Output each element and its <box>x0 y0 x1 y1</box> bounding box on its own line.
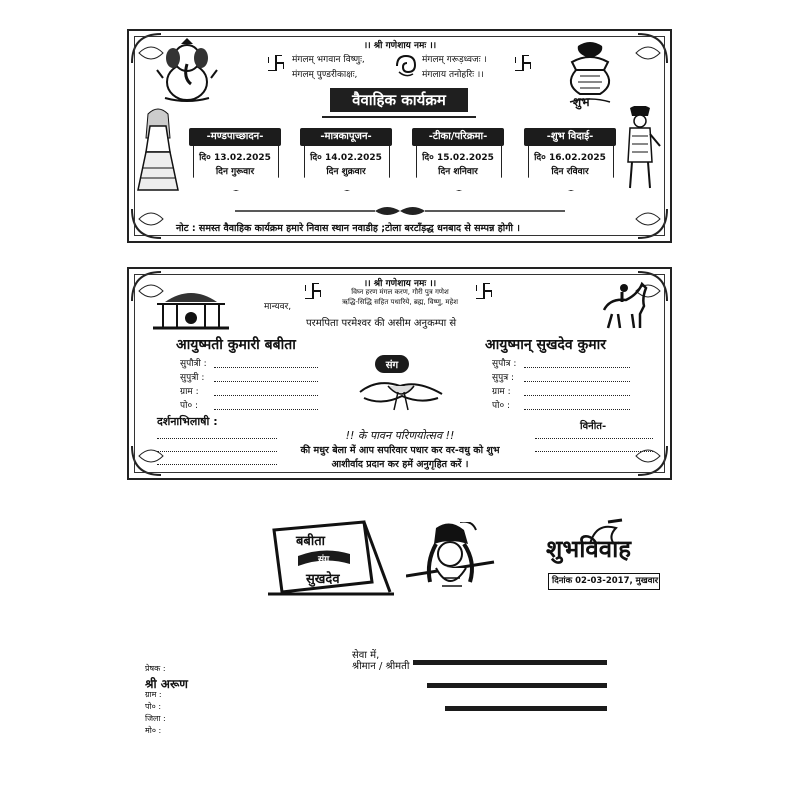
swastika-icon <box>305 283 321 299</box>
mantra-right-1: मंगलम् गरूड़ध्वजः । <box>422 55 487 65</box>
shubh-label: शुभ <box>573 95 590 109</box>
card2-invocation: ।। श्री गणेशाय नमः ।। <box>363 279 437 289</box>
mantra-left-2: मंगलम् पुण्डरीकाक्षः, <box>292 70 358 80</box>
event-name: -टीका/परिक्रमा- <box>412 128 504 146</box>
event-banner <box>300 128 392 190</box>
emblem-groom-name: सुखदेव <box>306 572 340 587</box>
schedule-note: नोट : समस्त वैवाहिक कार्यक्रम हमारे निवास स्थान नवाडीह ;टोला बरटाँड़द्ध धनबाद से सम्पन्न होगी । <box>176 223 520 234</box>
sender-gram: ग्राम : <box>145 690 162 699</box>
bride-field-line <box>214 367 318 368</box>
occasion-line: !! के पावन परिणयोत्सव !! <box>345 429 455 442</box>
mantra-left-1: मंगलम् भगवान विष्णुः, <box>292 55 365 65</box>
darshan-line <box>157 438 277 439</box>
sang-label: संग <box>385 360 399 371</box>
event-name: -शुभ विदाई- <box>524 128 616 146</box>
groom-figure-icon <box>618 106 662 190</box>
shloka-line-1: विघ्न हरण मंगल करण, गौरी पुत्र गणेश <box>351 288 449 296</box>
groom-field-line <box>524 395 630 396</box>
emblem-bride-name: बबीता <box>296 534 325 549</box>
event-date: दि० 16.02.2025 <box>534 153 606 163</box>
groom-name: आयुष्मान् सुखदेव कुमार <box>485 337 606 353</box>
groom-field-line <box>524 367 630 368</box>
groom-field-label: ग्राम : <box>492 387 511 397</box>
bride-name: आयुष्मती कुमारी बबीता <box>176 337 296 353</box>
salutation: मान्यवर, <box>264 302 292 312</box>
ganesha-icon <box>155 38 219 104</box>
schedule-title: वैवाहिक कार्यक्रम <box>330 88 468 112</box>
seva-me: सेवा में, <box>352 650 380 661</box>
sender-po: पो० : <box>145 702 162 711</box>
groom-field-label: सुपौत्र : <box>492 359 517 369</box>
event-day: दिन रविवार <box>551 167 589 177</box>
joined-hands-icon <box>358 372 444 412</box>
event-date: दि० 14.02.2025 <box>310 153 382 163</box>
sender-mo: मो० : <box>145 726 162 735</box>
ganesh-symbol-icon <box>393 52 419 78</box>
vineet-label: विनीत- <box>580 421 607 432</box>
divider-ornament <box>235 205 565 217</box>
mandap-icon <box>153 288 229 332</box>
groom-field-label: सुपुत्र : <box>492 373 515 383</box>
groom-field-line <box>524 409 630 410</box>
sender-label: प्रेषक : <box>145 664 166 673</box>
swastika-icon <box>268 55 284 71</box>
shloka-line-2: ऋद्धि-सिद्धि सहित पधारिये, ब्रह्म, विष्णु, महेश <box>341 298 459 306</box>
kalash-icon <box>560 40 620 110</box>
event-day: दिन शनिवार <box>438 167 478 177</box>
event-day: दिन शुक्रवार <box>326 167 366 177</box>
title-rule <box>322 116 476 118</box>
bride-field-label: पो० : <box>180 401 199 411</box>
event-name: -मण्डपाच्छादन- <box>189 128 281 146</box>
invite-line-2: आशीर्वाद प्रदान कर हमें अनुगृहित करें । <box>331 459 469 470</box>
darshan-label: दर्शनाभिलाषी : <box>157 415 218 428</box>
krishna-icon <box>406 522 496 600</box>
darshan-line <box>157 451 277 452</box>
bride-field-label: सुपुत्री : <box>180 373 205 383</box>
date-stamp: दिनांक 02-03-2017, मुखवार <box>552 576 659 586</box>
address-line <box>427 683 607 688</box>
address-line <box>445 706 607 711</box>
event-banner <box>412 128 504 190</box>
shubh-vivah-text: शुभविवाह <box>546 534 632 563</box>
groom-field-label: पो० : <box>492 401 511 411</box>
event-day: दिन गुरूवार <box>215 167 255 177</box>
darshan-line <box>157 464 277 465</box>
vineet-line <box>535 451 653 452</box>
event-date: दि० 13.02.2025 <box>199 153 271 163</box>
mantra-right-2: मंगलाय तनोहरिः ।। <box>422 70 484 80</box>
event-banner <box>189 128 281 190</box>
groom-field-line <box>524 381 630 382</box>
emblem-sang: संग <box>318 555 330 565</box>
bride-field-label: सुपौत्री : <box>180 359 207 369</box>
card1-invocation: ।। श्री गणेशाय नमः ।। <box>363 41 437 51</box>
bride-field-line <box>214 409 318 410</box>
address-line <box>413 660 607 665</box>
event-name: -मात्रकापूजन- <box>300 128 392 146</box>
horse-rider-icon <box>596 280 652 330</box>
event-date: दि० 15.02.2025 <box>422 153 494 163</box>
swastika-icon <box>515 55 531 71</box>
bride-field-line <box>214 381 318 382</box>
bride-field-line <box>214 395 318 396</box>
invite-line-1: की मधुर बेला में आप सपरिवार पधार कर वर-वधु को शुभ <box>300 445 500 456</box>
bride-figure-icon <box>136 108 180 192</box>
vineet-line <box>535 438 653 439</box>
event-banner <box>524 128 616 190</box>
bride-field-label: ग्राम : <box>180 387 199 397</box>
blessing-line: परमपिता परमेश्वर की असीम अनुकम्पा से <box>306 318 457 329</box>
sender-jila: जिला : <box>145 714 166 723</box>
sender-name: श्री अरूण <box>145 677 188 691</box>
shriman-label: श्रीमान / श्रीमती <box>352 661 410 672</box>
